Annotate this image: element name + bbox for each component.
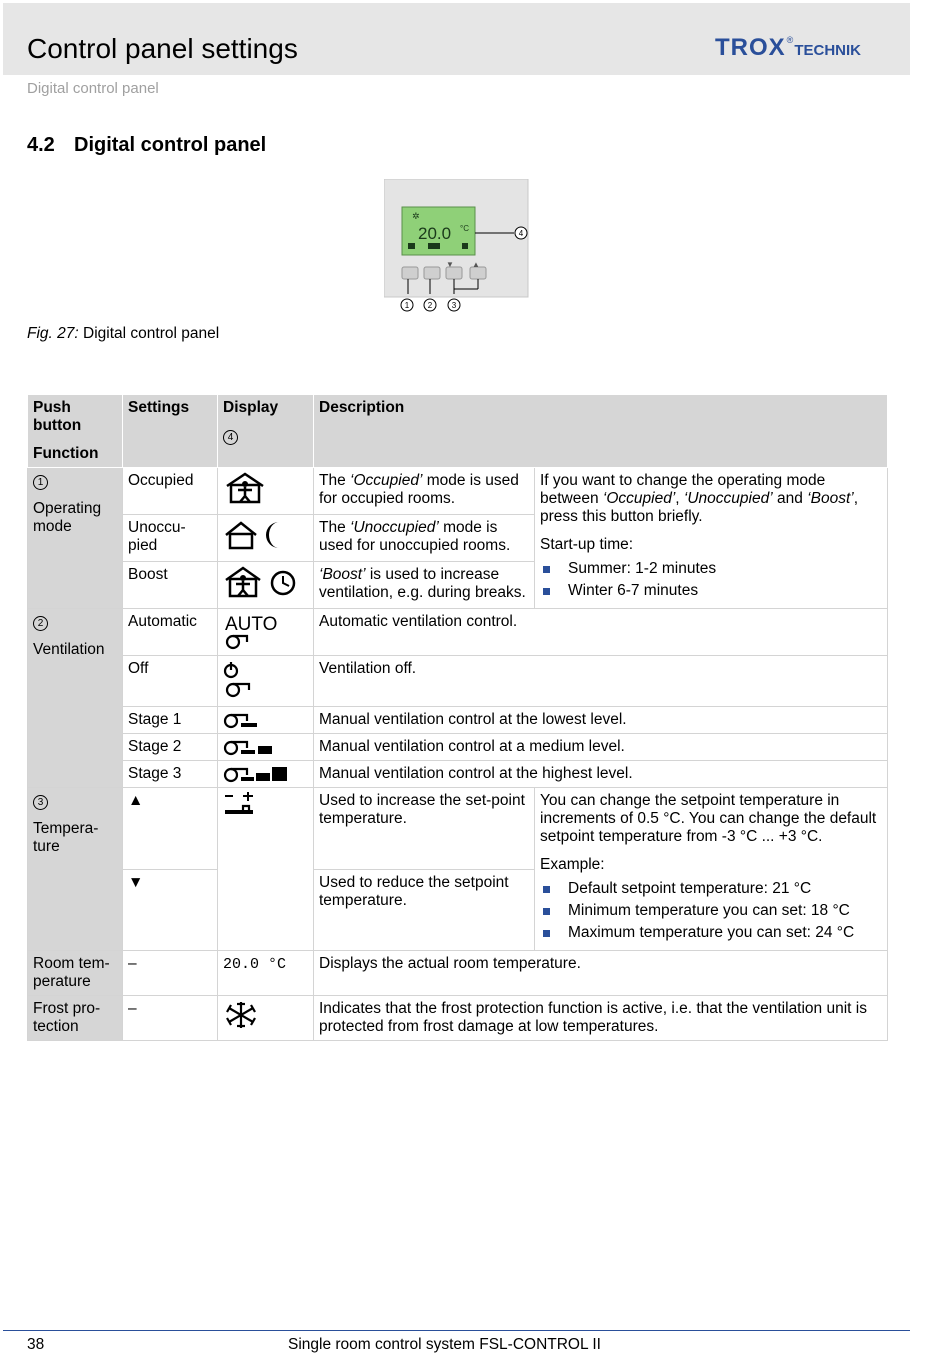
list-item: Minimum temperature you can set: 18 °C: [540, 902, 882, 920]
svg-text:✲: ✲: [412, 212, 420, 222]
header-display: [218, 395, 314, 468]
fan-stage2-icon: [223, 738, 293, 756]
unoccupied-icon: [223, 519, 289, 551]
description-cell: Manual ventilation control at the highest level.: [314, 761, 888, 788]
figure-caption: [27, 325, 219, 343]
auto-text: AUTO: [225, 614, 278, 635]
table-header-row: [28, 395, 888, 468]
display-cell: [218, 707, 314, 734]
example-label: Example:: [540, 856, 605, 873]
page-header: [3, 3, 910, 75]
section-heading: [27, 134, 266, 157]
setting-cell: –: [123, 996, 218, 1041]
function-room-temperature: Room tem-perature: [28, 951, 123, 996]
description-cell: Used to reduce the setpoint temperature.: [314, 869, 535, 951]
settings-table: [27, 394, 888, 1041]
temperature-note: You can change the setpoint temperature in increments of 0.5 °C. You can change the default setpoint temperature from -3 °C ... +3 °C. Example: Default setpoint temperature: 21 °C Minimum temperature you can set: 18 °C Maximum temperature you can set: 24 °C: [535, 788, 888, 951]
page-title: Control panel settings: [27, 33, 298, 64]
marker-2: 2: [33, 616, 48, 631]
display-cell: [218, 761, 314, 788]
footer-rule: [3, 1330, 910, 1331]
table-row: [28, 951, 888, 996]
description-cell: Automatic ventilation control.: [314, 609, 888, 656]
section-title: Digital control panel: [74, 134, 267, 156]
description-cell: Used to increase the set-point temperature.: [314, 788, 535, 870]
snowflake-icon: [223, 1000, 259, 1030]
setpoint-icon: [223, 792, 259, 816]
display-cell: [218, 609, 314, 656]
list-item: Default setpoint temperature: 21 °C: [540, 880, 882, 898]
header-description: Description: [314, 395, 888, 468]
breadcrumb: Digital control panel: [27, 80, 159, 97]
header-display-label: Display: [223, 399, 279, 416]
lcd-value: 20.0: [418, 224, 452, 243]
marker-3: 3: [33, 795, 48, 810]
display-cell: [218, 996, 314, 1041]
setting-cell: Boost: [123, 562, 218, 609]
logo-brand: TROX: [715, 34, 786, 61]
list-item: Winter 6-7 minutes: [540, 582, 882, 600]
table-row: [28, 707, 888, 734]
section-number: 4.2: [27, 134, 55, 156]
function-label: Operating mode: [33, 500, 102, 535]
function-operating-mode: [28, 468, 123, 609]
operating-mode-note: If you want to change the operating mode between ‘Occupied’, ‘Unoccupied’ and ‘Boost’, press this button briefly. Start-up time: Summer: 1-2 minutes Winter 6-7 minutes: [535, 468, 888, 609]
description-cell: Manual ventilation control at a medium level.: [314, 734, 888, 761]
fan-stage3-icon: [223, 765, 293, 783]
description-cell: Manual ventilation control at the lowest level.: [314, 707, 888, 734]
list-item: Summer: 1-2 minutes: [540, 560, 882, 578]
auto-fan-icon: [223, 613, 293, 651]
display-cell: [218, 734, 314, 761]
display-cell: [218, 951, 314, 996]
description-cell: The ‘Unoccupied’ mode is used for unoccupied rooms.: [314, 515, 535, 562]
display-cell: [218, 788, 314, 951]
setting-increase: ▲: [123, 788, 218, 870]
description-cell: Indicates that the frost protection function is active, i.e. that the ventilation unit is protected from frost damage at low temperatures.: [314, 996, 888, 1041]
marker-1: 1: [33, 475, 48, 490]
description-cell: Displays the actual room temperature.: [314, 951, 888, 996]
header-push-button-label: Push button: [33, 399, 82, 434]
header-settings: Settings: [123, 395, 218, 468]
display-cell: [218, 562, 314, 609]
room-temperature-display: 20.0 °C: [223, 956, 287, 973]
function-ventilation: [28, 609, 123, 788]
svg-text:▲: ▲: [472, 260, 480, 269]
setting-cell: Unoccu-pied: [123, 515, 218, 562]
setting-cell: Stage 1: [123, 707, 218, 734]
setting-decrease: ▼: [123, 869, 218, 951]
table-row: [28, 609, 888, 656]
trox-logo: [715, 34, 861, 62]
function-label: Ventilation: [33, 641, 105, 658]
setting-cell: –: [123, 951, 218, 996]
function-temperature: [28, 788, 123, 951]
setting-cell: Stage 3: [123, 761, 218, 788]
function-label: Tempera-ture: [33, 820, 99, 855]
page-number: 38: [27, 1336, 45, 1353]
table-row: [28, 788, 888, 870]
boost-icon: [223, 566, 299, 598]
setting-cell: Occupied: [123, 468, 218, 515]
logo-sub: TECHNIK: [794, 42, 861, 59]
table-row: [28, 734, 888, 761]
lcd-unit: °C: [460, 224, 469, 233]
figure-caption-label: Fig. 27:: [27, 325, 79, 342]
setting-cell: Stage 2: [123, 734, 218, 761]
example-list: [540, 880, 882, 942]
marker-1: 1: [404, 301, 410, 310]
setting-cell: Off: [123, 656, 218, 707]
table-row: [28, 468, 888, 515]
function-frost-protection: Frost pro-tection: [28, 996, 123, 1041]
header-function-label: Function: [33, 445, 99, 462]
svg-text:▼: ▼: [446, 260, 454, 269]
startup-list: [540, 560, 882, 600]
display-cell: [218, 515, 314, 562]
fan-stage1-icon: [223, 711, 293, 729]
table-row: [28, 761, 888, 788]
document-title: Single room control system FSL-CONTROL II: [288, 1336, 601, 1353]
description-cell: ‘Boost’ is used to increase ventilation, e.g. during breaks.: [314, 562, 535, 609]
logo-registered-mark: ®: [786, 35, 794, 45]
marker-2: 2: [427, 301, 433, 310]
figure-caption-text: Digital control panel: [83, 325, 220, 342]
description-cell: The ‘Occupied’ mode is used for occupied rooms.: [314, 468, 535, 515]
control-panel-figure: [384, 179, 544, 319]
marker-3: 3: [451, 301, 457, 310]
display-cell: [218, 468, 314, 515]
list-item: Maximum temperature you can set: 24 °C: [540, 924, 882, 942]
table-row: [28, 996, 888, 1041]
control-panel-illustration: [384, 179, 544, 319]
table-row: [28, 656, 888, 707]
description-cell: Ventilation off.: [314, 656, 888, 707]
display-cell: [218, 656, 314, 707]
header-display-marker: 4: [223, 430, 238, 445]
setting-cell: Automatic: [123, 609, 218, 656]
startup-label: Start-up time:: [540, 536, 634, 553]
occupied-icon: [223, 472, 271, 504]
marker-4: 4: [518, 229, 524, 238]
header-push-button: [28, 395, 123, 468]
fan-off-icon: [223, 660, 263, 700]
